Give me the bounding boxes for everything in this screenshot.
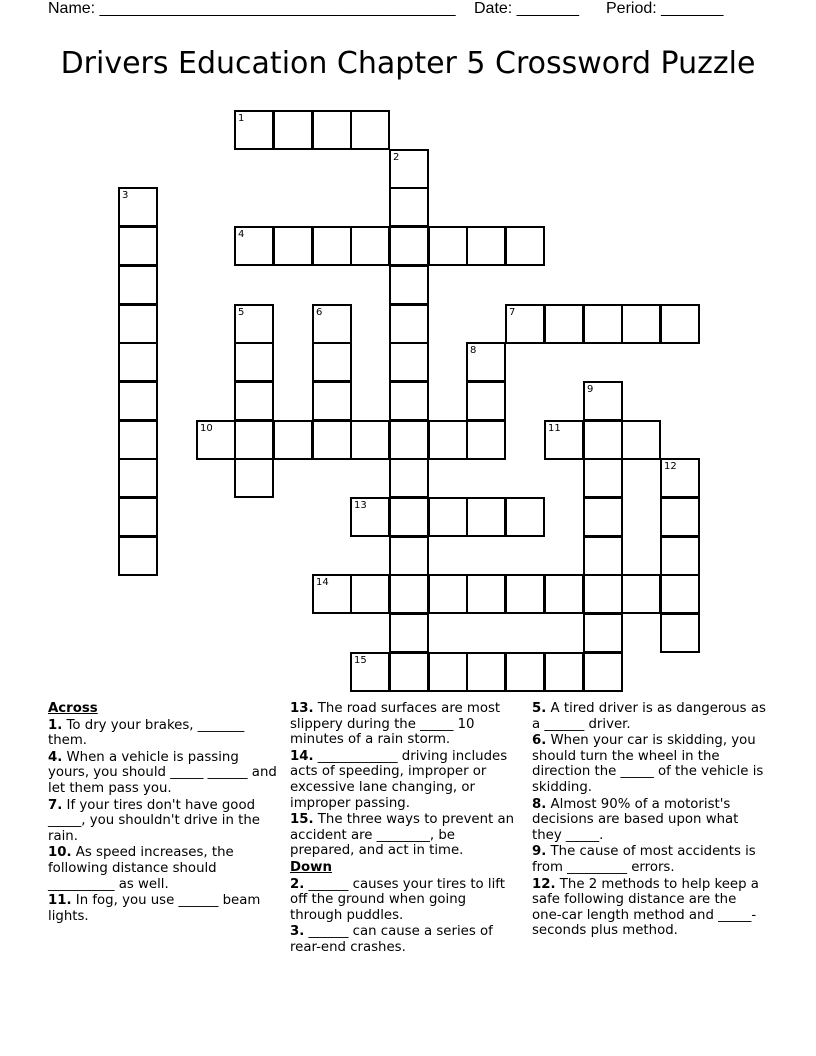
crossword-cell[interactable]: [312, 342, 352, 382]
clue-down-3: [290, 924, 522, 955]
crossword-cell[interactable]: [466, 226, 506, 266]
crossword-cell[interactable]: [389, 187, 429, 227]
clue-text: Almost 90% of a motorist's decisions are based upon what they _____.: [532, 796, 739, 843]
crossword-cell[interactable]: [118, 265, 158, 305]
crossword-cell[interactable]: [466, 497, 506, 537]
across-heading: Across: [48, 701, 98, 716]
crossword-cell[interactable]: [118, 304, 158, 344]
period-field[interactable]: Period: _______: [606, 0, 724, 17]
crossword-cell[interactable]: [505, 652, 545, 692]
clue-number: 12.: [532, 876, 556, 892]
clue-text: If your tires don't have good _____, you shouldn't drive in the rain.: [48, 797, 260, 844]
clue-across-1: [48, 718, 278, 749]
crossword-cell[interactable]: [583, 613, 623, 653]
clue-text: ____________ driving includes acts of speeding, improper or excessive lane changing, or improper passing.: [290, 748, 508, 811]
crossword-cell[interactable]: [350, 226, 390, 266]
clue-text: The 2 methods to help keep a safe following distance are the one-car length method and _____-seconds plus method.: [532, 876, 759, 939]
crossword-cell[interactable]: [234, 226, 274, 266]
crossword-cell[interactable]: [544, 304, 584, 344]
crossword-cell[interactable]: [234, 420, 274, 460]
clue-number: 3.: [290, 924, 305, 940]
clue-text: ______ can cause a series of rear-end crashes.: [290, 924, 493, 955]
clue-across-15: [290, 812, 522, 859]
crossword-cell[interactable]: [428, 420, 468, 460]
clue-number: 14.: [290, 748, 314, 764]
crossword-cell[interactable]: [583, 574, 623, 614]
clue-number-label: 15: [354, 655, 367, 666]
crossword-cell[interactable]: [118, 342, 158, 382]
clue-text: To dry your brakes, _______ them.: [48, 717, 245, 749]
crossword-cell[interactable]: [234, 110, 274, 150]
clue-across-11: [48, 893, 278, 924]
crossword-cell[interactable]: [660, 536, 700, 576]
clue-number-label: 9: [587, 384, 594, 395]
clue-number: 10.: [48, 845, 72, 861]
clue-number-label: 12: [664, 461, 677, 472]
crossword-cell[interactable]: [660, 613, 700, 653]
clue-across-4: [48, 750, 278, 797]
crossword-cell[interactable]: [544, 652, 584, 692]
crossword-cell[interactable]: [466, 342, 506, 382]
crossword-cell[interactable]: [583, 652, 623, 692]
clue-text: When your car is skidding, you should turn the wheel in the direction the _____ of the vehicle is skidding.: [532, 733, 764, 795]
crossword-cell[interactable]: [234, 458, 274, 498]
crossword-cell[interactable]: [118, 226, 158, 266]
clue-down-5: [532, 701, 770, 732]
clue-down-2: [290, 877, 522, 924]
crossword-cell[interactable]: [389, 304, 429, 344]
crossword-cell[interactable]: [583, 458, 623, 498]
clue-number: 4.: [48, 749, 63, 765]
clue-number: 6.: [532, 733, 547, 749]
crossword-cell[interactable]: [389, 574, 429, 614]
crossword-cell[interactable]: [389, 420, 429, 460]
clue-across-7: [48, 798, 278, 845]
crossword-cell[interactable]: [389, 536, 429, 576]
clue-number-label: 13: [354, 500, 367, 511]
clue-number: 13.: [290, 701, 314, 716]
crossword-cell[interactable]: [389, 497, 429, 537]
crossword-cell[interactable]: [466, 574, 506, 614]
down-heading: Down: [290, 859, 332, 875]
crossword-cell[interactable]: [583, 420, 623, 460]
crossword-cell[interactable]: [505, 304, 545, 344]
crossword-cell[interactable]: [505, 226, 545, 266]
clue-number-label: 5: [238, 307, 245, 318]
crossword-cell[interactable]: [234, 342, 274, 382]
page-title: Drivers Education Chapter 5 Crossword Puzzle: [60, 46, 756, 81]
clue-number: 5.: [532, 701, 547, 716]
clue-number-label: 3: [122, 190, 129, 201]
crossword-cell[interactable]: [621, 304, 661, 344]
clue-number-label: 4: [238, 229, 245, 240]
crossword-cell[interactable]: [312, 304, 352, 344]
crossword-cell[interactable]: [312, 110, 352, 150]
clue-number-label: 1: [238, 113, 245, 124]
clue-down-8: [532, 797, 770, 844]
crossword-cell[interactable]: [350, 110, 390, 150]
crossword-cell[interactable]: [583, 536, 623, 576]
clue-number-label: 10: [200, 423, 213, 434]
clue-number-label: 14: [316, 577, 329, 588]
crossword-cell[interactable]: [621, 574, 661, 614]
crossword-cell[interactable]: [196, 420, 236, 460]
clue-across-10: [48, 845, 278, 892]
crossword-cell[interactable]: [234, 304, 274, 344]
clue-number-label: 6: [316, 307, 323, 318]
crossword-cell[interactable]: [466, 420, 506, 460]
clue-number: 8.: [532, 796, 547, 812]
clue-number: 11.: [48, 893, 72, 909]
crossword-cell[interactable]: [389, 458, 429, 498]
clue-text: ______ causes your tires to lift off the ground when going through puddles.: [290, 876, 505, 923]
clue-number-label: 2: [393, 152, 400, 163]
clue-number-label: 11: [548, 423, 561, 434]
crossword-cell[interactable]: [312, 381, 352, 421]
clue-down-12: [532, 877, 770, 939]
crossword-cell[interactable]: [660, 458, 700, 498]
crossword-cell[interactable]: [428, 652, 468, 692]
crossword-cell[interactable]: [118, 420, 158, 460]
clues-column-2: [290, 701, 522, 957]
crossword-cell[interactable]: [505, 497, 545, 537]
crossword-cell[interactable]: [583, 497, 623, 537]
clue-number: 15.: [290, 812, 314, 828]
crossword-cell[interactable]: [660, 304, 700, 344]
crossword-cell[interactable]: [389, 652, 429, 692]
crossword-cell[interactable]: [350, 497, 390, 537]
crossword-cell[interactable]: [505, 574, 545, 614]
crossword-cell[interactable]: [234, 381, 274, 421]
clue-number-label: 7: [509, 307, 516, 318]
crossword-cell[interactable]: [389, 613, 429, 653]
crossword-cell[interactable]: [466, 381, 506, 421]
crossword-cell[interactable]: [583, 304, 623, 344]
clue-number-label: 8: [470, 345, 477, 356]
crossword-cell[interactable]: [118, 536, 158, 576]
clue-number: 7.: [48, 797, 63, 813]
clue-text: In fog, you use ______ beam lights.: [48, 893, 261, 924]
crossword-cell[interactable]: [350, 652, 390, 692]
clue-down-9: [532, 844, 770, 875]
clues-column-1: [48, 701, 278, 925]
clue-across-13: [290, 701, 522, 748]
crossword-cell[interactable]: [466, 652, 506, 692]
crossword-cell[interactable]: [428, 574, 468, 614]
crossword-cell[interactable]: [118, 381, 158, 421]
crossword-cell[interactable]: [118, 497, 158, 537]
crossword-cell[interactable]: [350, 574, 390, 614]
clue-text: When a vehicle is passing yours, you should _____ ______ and let them pass you.: [48, 749, 277, 796]
clue-number: 1.: [48, 717, 63, 733]
clue-across-14: [290, 749, 522, 811]
clue-text: As speed increases, the following distance should __________ as well.: [48, 845, 234, 892]
clue-number: 2.: [290, 876, 305, 892]
crossword-cell[interactable]: [544, 574, 584, 614]
name-field[interactable]: Name: ________________________________________: [48, 0, 456, 17]
crossword-cell[interactable]: [350, 420, 390, 460]
clue-text: The three ways to prevent an accident are ________, be prepared, and act in time.: [290, 812, 515, 859]
crossword-cell[interactable]: [273, 110, 313, 150]
crossword-cell[interactable]: [621, 420, 661, 460]
crossword-cell[interactable]: [428, 226, 468, 266]
crossword-cell[interactable]: [389, 265, 429, 305]
crossword-cell[interactable]: [312, 226, 352, 266]
crossword-cell[interactable]: [389, 149, 429, 189]
clue-text: The road surfaces are most slippery during the _____ 10 minutes of a rain storm.: [290, 701, 501, 748]
date-field[interactable]: Date: _______: [474, 0, 579, 17]
clues-column-3: [532, 701, 770, 940]
crossword-cell[interactable]: [312, 420, 352, 460]
crossword-cell[interactable]: [312, 574, 352, 614]
crossword-cell[interactable]: [428, 497, 468, 537]
clue-number: 9.: [532, 844, 547, 860]
crossword-cell[interactable]: [118, 187, 158, 227]
crossword-cell[interactable]: [273, 226, 313, 266]
crossword-cell[interactable]: [389, 342, 429, 382]
crossword-cell[interactable]: [544, 420, 584, 460]
crossword-cell[interactable]: [273, 420, 313, 460]
crossword-cell[interactable]: [660, 497, 700, 537]
crossword-cell[interactable]: [660, 574, 700, 614]
crossword-cell[interactable]: [389, 381, 429, 421]
clue-text: A tired driver is as dangerous as a ______ driver.: [532, 701, 766, 732]
crossword-cell[interactable]: [583, 381, 623, 421]
clue-text: The cause of most accidents is from _________ errors.: [532, 844, 756, 875]
crossword-cell[interactable]: [389, 226, 429, 266]
crossword-cell[interactable]: [118, 458, 158, 498]
clue-down-6: [532, 733, 770, 795]
